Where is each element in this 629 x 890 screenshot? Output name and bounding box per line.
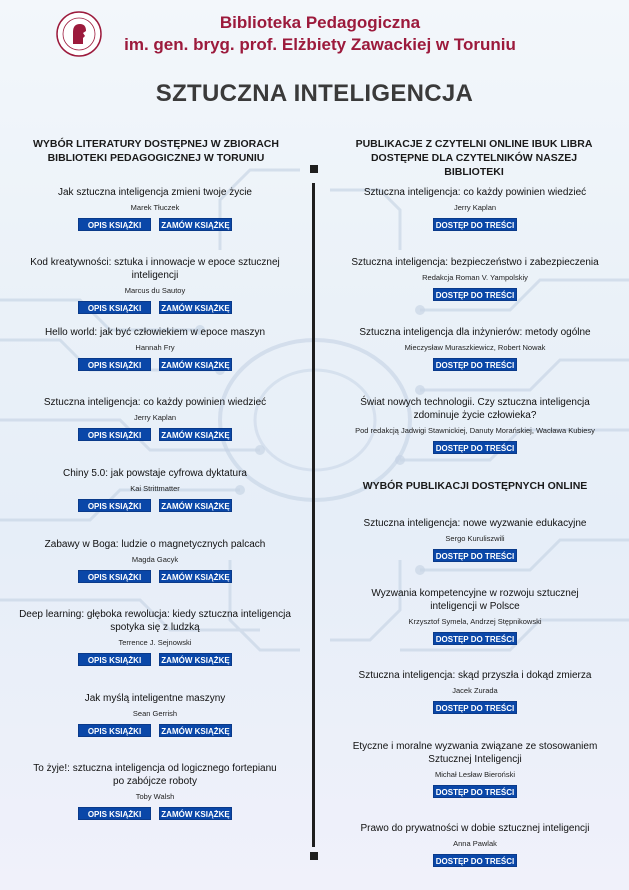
book-author: Magda Gacyk — [131, 555, 179, 564]
book-item — [6, 326, 304, 371]
opis-ksiazki-button[interactable]: OPIS KSIĄŻKI — [78, 807, 151, 820]
button-row — [6, 218, 304, 231]
publication-title-line2: zdominuje życie człowieka? — [413, 410, 537, 421]
zamow-ksiazke-button[interactable]: ZAMÓW KSIĄŻKĘ — [159, 724, 232, 737]
book-title: Chiny 5.0: jak powstaje cyfrowa dyktatura — [63, 468, 247, 479]
button-row — [6, 358, 304, 371]
dostep-do-tresci-button[interactable]: DOSTĘP DO TREŚCI — [433, 785, 517, 798]
left-header-line1: WYBÓR LITERATURY DOSTĘPNEJ W ZBIORACH — [33, 138, 279, 150]
button-row — [330, 441, 620, 454]
book-author: Sean Gerrish — [132, 709, 178, 718]
book-item — [6, 692, 304, 737]
publication-title-line2: Sztucznej Inteligencji — [428, 754, 522, 765]
book-author: Marek Tłuczek — [130, 203, 180, 212]
dostep-do-tresci-button[interactable]: DOSTĘP DO TREŚCI — [433, 549, 517, 562]
zamow-ksiazke-button[interactable]: ZAMÓW KSIĄŻKĘ — [159, 301, 232, 314]
button-row — [330, 218, 620, 231]
book-title-line2: po zabójcze roboty — [113, 776, 197, 787]
button-row — [6, 807, 304, 820]
publication-title: Świat nowych technologii. Czy sztuczna inteligencja — [360, 397, 590, 408]
book-title: To żyje!: sztuczna inteligencja od logicznego fortepianu — [33, 763, 277, 774]
publication-author: Sergo Kuruliszwili — [445, 534, 505, 543]
publication-title: Sztuczna inteligencja: co każdy powinien wiedzieć — [363, 187, 587, 198]
button-row — [6, 301, 304, 314]
opis-ksiazki-button[interactable]: OPIS KSIĄŻKI — [78, 724, 151, 737]
zamow-ksiazke-button[interactable]: ZAMÓW KSIĄŻKĘ — [159, 218, 232, 231]
book-title: Kod kreatywności: sztuka i innowacje w epoce sztucznej inteligencji — [30, 257, 280, 281]
button-row — [330, 549, 620, 562]
dostep-do-tresci-button[interactable]: DOSTĘP DO TREŚCI — [433, 701, 517, 714]
publication-author: Mieczysław Muraszkiewicz, Robert Nowak — [404, 343, 546, 352]
book-item — [6, 762, 304, 820]
opis-ksiazki-button[interactable]: OPIS KSIĄŻKI — [78, 570, 151, 583]
button-row — [6, 653, 304, 666]
publication-title: Sztuczna inteligencja: nowe wyzwanie edukacyjne — [363, 518, 587, 529]
button-row — [330, 358, 620, 371]
divider-cap-top — [310, 165, 318, 173]
book-item — [6, 256, 304, 314]
book-author: Terrence J. Sejnowski — [118, 638, 192, 647]
online-item — [330, 587, 620, 645]
book-author: Marcus du Sautoy — [124, 286, 186, 295]
ibuk-item — [330, 396, 620, 454]
online-item — [330, 517, 620, 562]
book-item — [6, 608, 304, 666]
book-title: Jak sztuczna inteligencja zmieni twoje życie — [58, 187, 252, 198]
zamow-ksiazke-button[interactable]: ZAMÓW KSIĄŻKĘ — [159, 428, 232, 441]
book-title: Deep learning: głęboka rewolucja: kiedy sztuczna inteligencja — [19, 609, 291, 620]
page-title: SZTUCZNA INTELIGENCJA — [155, 80, 474, 107]
button-row — [330, 701, 620, 714]
online-item — [330, 669, 620, 714]
online-item — [330, 740, 620, 798]
book-author: Toby Walsh — [135, 792, 175, 801]
opis-ksiazki-button[interactable]: OPIS KSIĄŻKI — [78, 499, 151, 512]
publication-title: Sztuczna inteligencja: skąd przyszła i dokąd zmierza — [358, 670, 592, 681]
divider-cap-bottom — [310, 852, 318, 860]
institution-name — [110, 12, 530, 56]
publication-author: Redakcja Roman V. Yampolskiy — [422, 273, 528, 282]
button-row — [330, 854, 620, 867]
publication-title: Wyzwania kompetencyjne w rozwoju sztucznej — [371, 588, 579, 599]
book-title: Zabawy w Boga: ludzie o magnetycznych palcach — [44, 539, 266, 550]
button-row — [330, 785, 620, 798]
button-row — [6, 724, 304, 737]
publication-title-line2: inteligencji w Polsce — [430, 601, 520, 612]
dostep-do-tresci-button[interactable]: DOSTĘP DO TREŚCI — [433, 218, 517, 231]
button-row — [330, 632, 620, 645]
zamow-ksiazke-button[interactable]: ZAMÓW KSIĄŻKĘ — [159, 570, 232, 583]
button-row — [6, 499, 304, 512]
book-title: Jak myślą inteligentne maszyny — [84, 693, 226, 704]
publication-title: Sztuczna inteligencja dla inżynierów: metody ogólne — [359, 327, 591, 338]
zamow-ksiazke-button[interactable]: ZAMÓW KSIĄŻKĘ — [159, 358, 232, 371]
publication-title: Sztuczna inteligencja: bezpieczeństwo i zabezpieczenia — [351, 257, 599, 268]
right-header-line2: DOSTĘPNE DLA CZYTELNIKÓW NASZEJ BIBLIOTEKI — [370, 152, 578, 178]
column-divider — [312, 183, 315, 847]
book-author: Hannah Fry — [135, 343, 175, 352]
book-author: Jerry Kaplan — [133, 413, 177, 422]
dostep-do-tresci-button[interactable]: DOSTĘP DO TREŚCI — [433, 854, 517, 867]
ibuk-item — [330, 326, 620, 371]
right-column-header — [340, 137, 608, 179]
right-header-line1: PUBLIKACJE Z CZYTELNI ONLINE IBUK LIBRA — [355, 138, 593, 150]
book-item — [6, 186, 304, 231]
publication-author: Jacek Zurada — [452, 686, 498, 695]
book-title: Hello world: jak być człowiekiem w epoce maszyn — [44, 327, 266, 338]
button-row — [6, 570, 304, 583]
button-row — [330, 288, 620, 301]
dostep-do-tresci-button[interactable]: DOSTĘP DO TREŚCI — [433, 441, 517, 454]
institution-line2: im. gen. bryg. prof. Elżbiety Zawackiej w Toruniu — [124, 35, 516, 54]
opis-ksiazki-button[interactable]: OPIS KSIĄŻKI — [78, 301, 151, 314]
opis-ksiazki-button[interactable]: OPIS KSIĄŻKI — [78, 653, 151, 666]
online-section-header: WYBÓR PUBLIKACJI DOSTĘPNYCH ONLINE — [362, 480, 588, 492]
ibuk-item — [330, 186, 620, 231]
institution-line1: Biblioteka Pedagogiczna — [219, 13, 421, 32]
publication-author: Pod redakcją Jadwigi Stawnickiej, Danuty Morańskiej, Wacława Kubiesy — [355, 426, 595, 435]
left-header-line2: BIBLIOTEKI PEDAGOGICZNEJ W TORUNIU — [47, 152, 265, 164]
opis-ksiazki-button[interactable]: OPIS KSIĄŻKI — [78, 428, 151, 441]
dostep-do-tresci-button[interactable]: DOSTĘP DO TREŚCI — [433, 288, 517, 301]
publication-title: Prawo do prywatności w dobie sztucznej inteligencji — [360, 823, 590, 834]
publication-author: Krzysztof Symela, Andrzej Stępnikowski — [408, 617, 542, 626]
book-item — [6, 467, 304, 512]
publication-author: Anna Pawlak — [453, 839, 497, 848]
dostep-do-tresci-button[interactable]: DOSTĘP DO TREŚCI — [433, 358, 517, 371]
zamow-ksiazke-button[interactable]: ZAMÓW KSIĄŻKĘ — [159, 807, 232, 820]
online-item — [330, 822, 620, 867]
book-author: Kai Strittmatter — [130, 484, 180, 493]
zamow-ksiazke-button[interactable]: ZAMÓW KSIĄŻKĘ — [159, 499, 232, 512]
zamow-ksiazke-button[interactable]: ZAMÓW KSIĄŻKĘ — [159, 653, 232, 666]
book-title: Sztuczna inteligencja: co każdy powinien wiedzieć — [43, 397, 267, 408]
publication-title: Etyczne i moralne wyzwania związane ze stosowaniem — [352, 741, 598, 752]
opis-ksiazki-button[interactable]: OPIS KSIĄŻKI — [78, 358, 151, 371]
book-item — [6, 396, 304, 441]
book-item — [6, 538, 304, 583]
dostep-do-tresci-button[interactable]: DOSTĘP DO TREŚCI — [433, 632, 517, 645]
publication-author: Michał Lesław Bieroński — [434, 770, 516, 779]
ibuk-item — [330, 256, 620, 301]
left-column-header — [22, 137, 290, 165]
button-row — [6, 428, 304, 441]
library-seal-icon — [55, 10, 103, 58]
book-title-line2: spotyka się z ludzką — [110, 622, 200, 633]
opis-ksiazki-button[interactable]: OPIS KSIĄŻKI — [78, 218, 151, 231]
publication-author: Jerry Kaplan — [453, 203, 497, 212]
